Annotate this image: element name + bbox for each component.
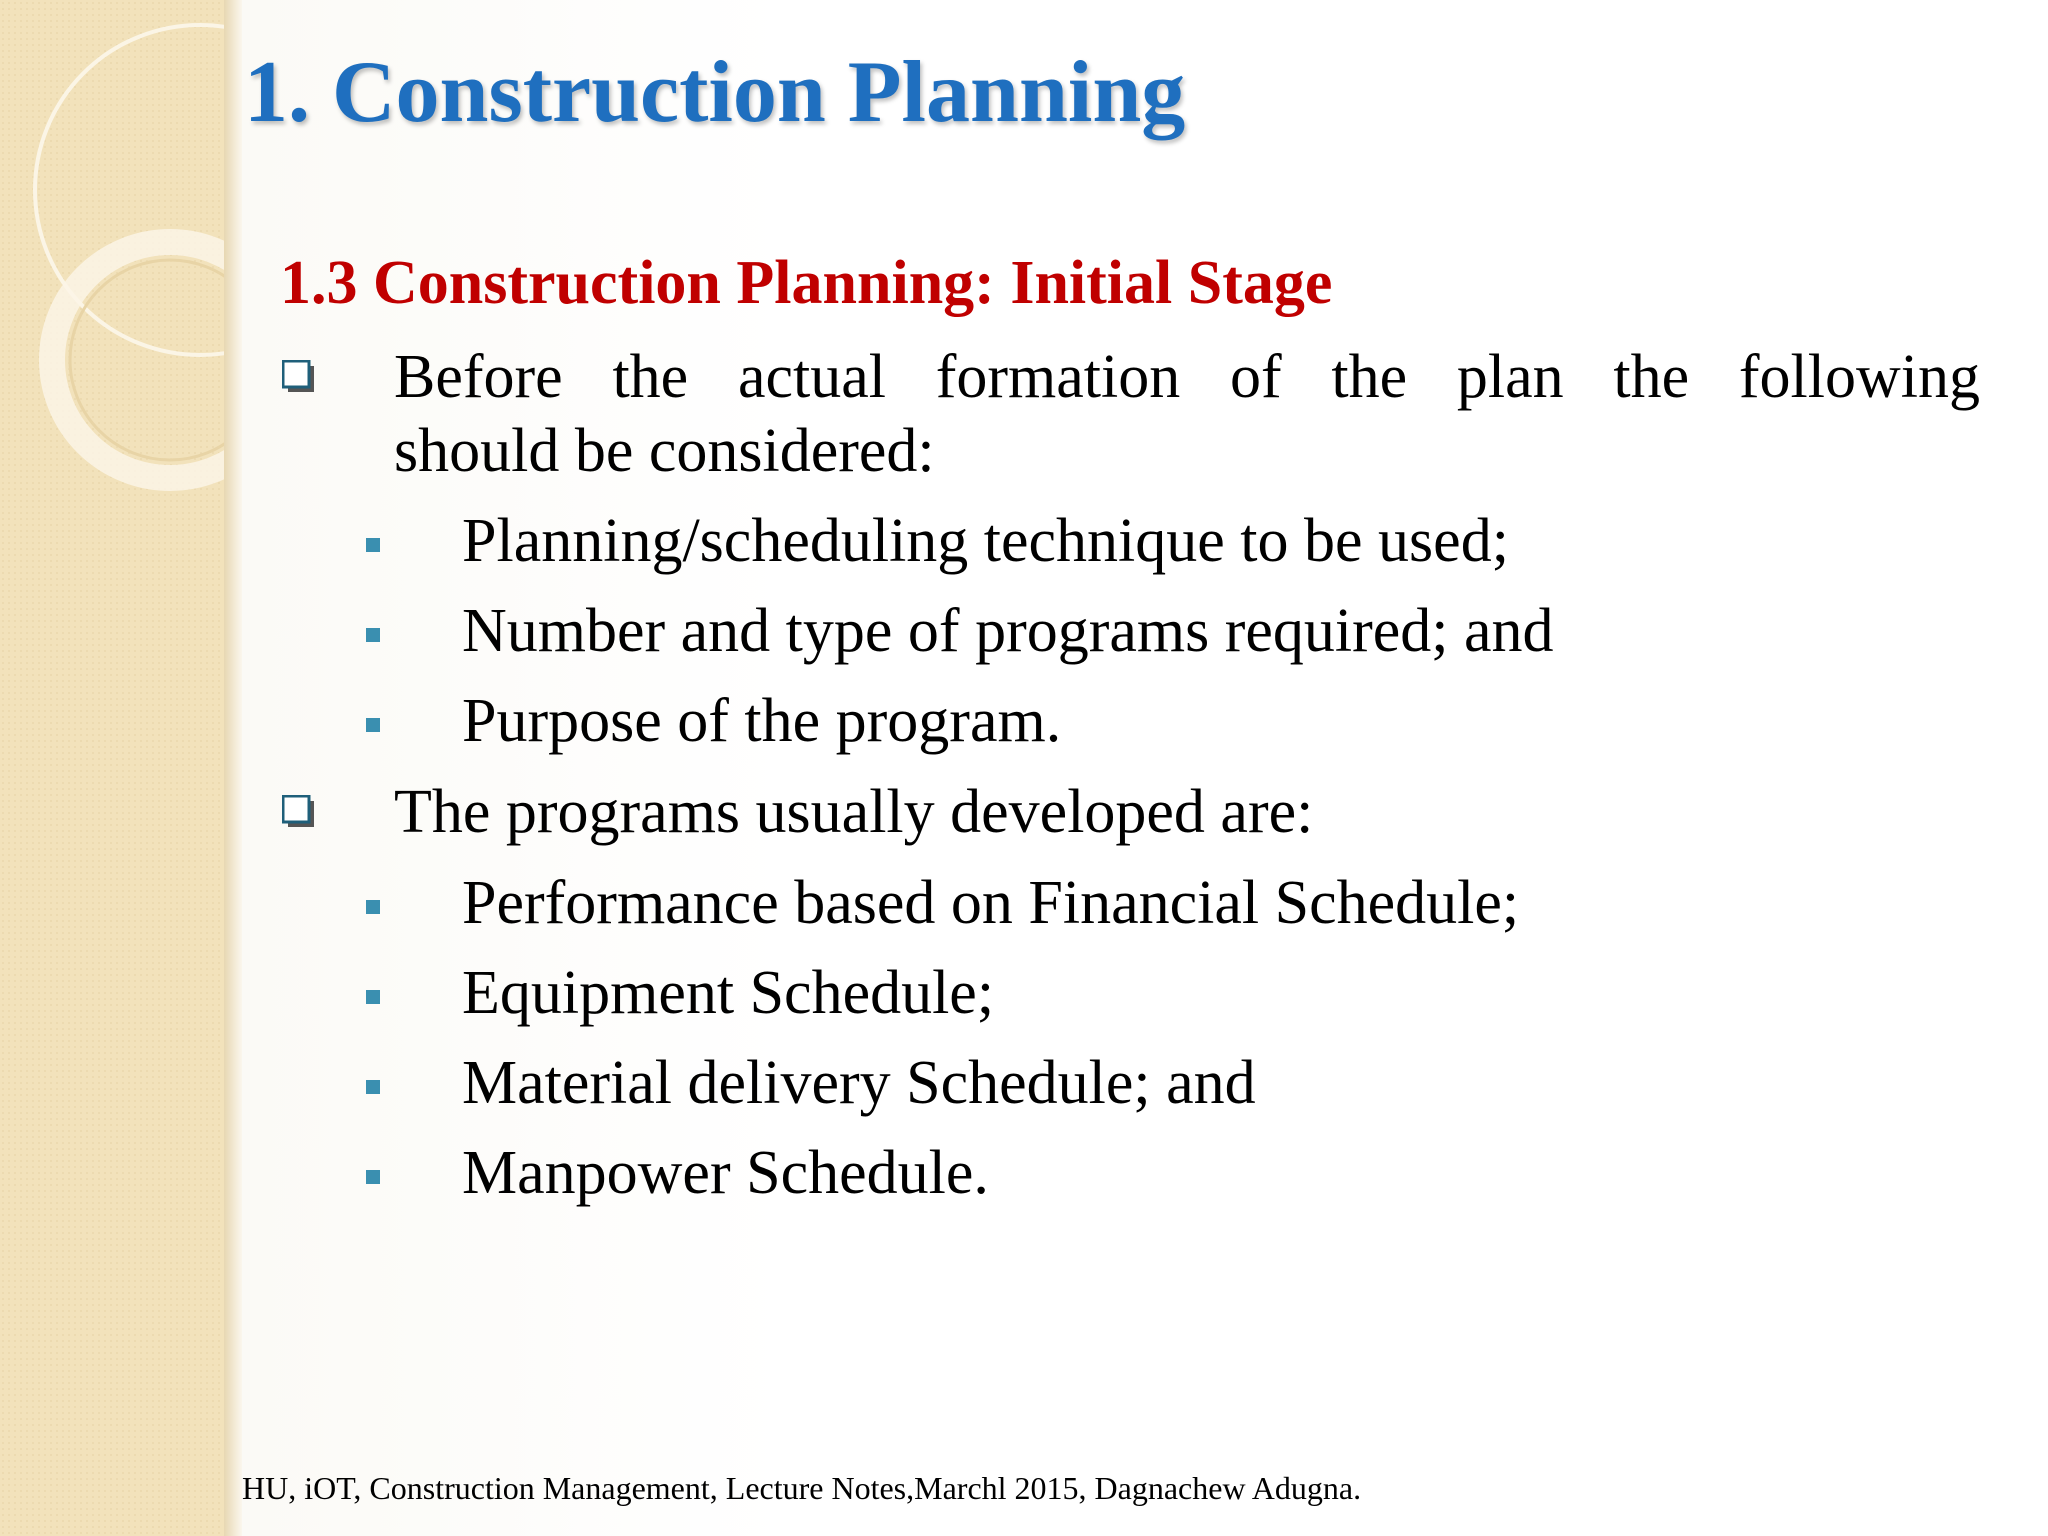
sub-bullet-icon xyxy=(366,718,380,732)
decorative-sidebar xyxy=(0,0,224,1536)
sub-bullet-icon xyxy=(366,538,380,552)
list-item: Planning/scheduling technique to be used; xyxy=(462,507,1509,575)
list-item: Manpower Schedule. xyxy=(462,1139,989,1207)
slide-title: 1. Construction Planning xyxy=(244,44,1186,141)
list-item: Performance based on Financial Schedule; xyxy=(462,869,1520,937)
point-1-line-1: Before the actual formation of the plan the following xyxy=(394,343,1980,411)
list-item: Material delivery Schedule; and xyxy=(462,1049,1256,1117)
sidebar-edge xyxy=(224,0,242,1536)
slide-subtitle: 1.3 Construction Planning: Initial Stage xyxy=(280,249,1333,317)
sub-bullet-icon xyxy=(366,1080,380,1094)
decorative-circles xyxy=(0,0,224,520)
sub-bullet-icon xyxy=(366,990,380,1004)
list-item: Purpose of the program. xyxy=(462,687,1062,755)
square-bullet-icon xyxy=(282,795,316,829)
sub-bullet-icon xyxy=(366,628,380,642)
sub-bullet-icon xyxy=(366,1170,380,1184)
slide-footer: HU, iOT, Construction Management, Lecture Notes,Marchl 2015, Dagnachew Adugna. xyxy=(242,1470,1362,1506)
point-2: The programs usually developed are: xyxy=(394,778,1314,846)
sub-bullet-icon xyxy=(366,900,380,914)
list-item: Number and type of programs required; and xyxy=(462,597,1554,665)
point-1-line-2: should be considered: xyxy=(394,417,935,485)
square-bullet-icon xyxy=(282,360,316,394)
content-area xyxy=(242,0,2048,1536)
point-1 xyxy=(394,340,1980,488)
list-item: Equipment Schedule; xyxy=(462,959,995,1027)
